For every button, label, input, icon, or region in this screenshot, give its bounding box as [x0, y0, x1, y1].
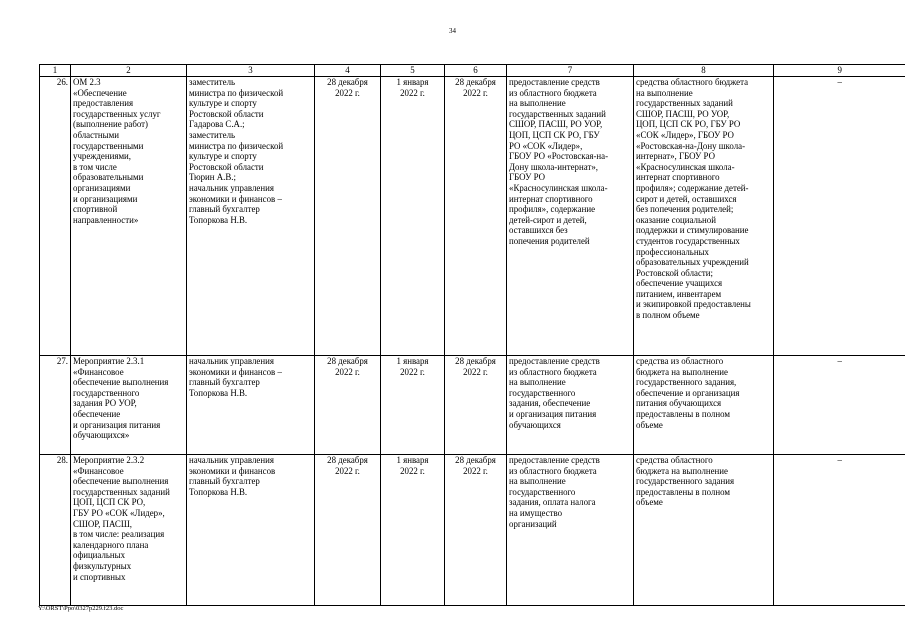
row-number-text: 28.: [56, 455, 68, 465]
row-number: [40, 77, 71, 356]
column-header: 4: [315, 65, 381, 77]
date-text: 28 декабря 2022 г.: [327, 455, 368, 476]
activity-content: [507, 77, 634, 356]
activity-content-text: предоставление средств из областного бюджета на выполнение государственных заданий СШОР, ПАСШ, РО УОР, ЦОП, ЦСП СК РО, ГБУ РО «СОК «Лидер», ГБОУ РО «Ростовская-на- Дону школа-интернат», ГБОУ РО «Красносулинская школа- интернат спортивного профиля», содержание детей-сирот и детей, оставшихся без попечения родителей: [509, 77, 609, 246]
note-text: –: [837, 77, 842, 87]
column-header: 5: [381, 65, 445, 77]
responsible-person: [187, 356, 315, 455]
note-text: –: [837, 356, 842, 366]
date-text: 28 декабря 2022 г.: [327, 356, 368, 377]
activity-name: [71, 77, 187, 356]
activity-result: [634, 455, 774, 606]
date-text: 28 декабря 2022 г.: [455, 455, 496, 476]
activity-content: [507, 455, 634, 606]
column-header: 6: [445, 65, 507, 77]
date-cell: [445, 455, 507, 606]
note-cell: [774, 77, 905, 356]
note-cell: [774, 356, 905, 455]
date-cell: [381, 77, 445, 356]
activity-name: [71, 356, 187, 455]
date-cell: [445, 356, 507, 455]
activity-result-text: средства областного бюджета на выполнение государственного задания предоставлены в полном объеме: [636, 455, 735, 508]
activity-result: [634, 356, 774, 455]
date-text: 1 января 2022 г.: [396, 455, 429, 476]
responsible-person-text: заместитель министра по физической культуре и спорту Ростовской области Гадарова С.А.; заместитель министра по физической культуре и спорту Ростовской области Тюрин А.В.; начальник управления экономики и финансов – главный бухгалтер Топоркова Н.В.: [189, 77, 284, 225]
header-row: [40, 65, 905, 77]
table-row: [40, 77, 905, 356]
activity-result-text: средства областного бюджета на выполнение государственных заданий СШОР, ПАСШ, РО УОР, ЦОП, ЦСП СК РО, ГБУ РО «СОК «Лидер», ГБОУ РО «Ростовская-на-Дону школа- интернат», ГБОУ РО «Красносулинская школа- интернат спортивного профиля»; содержание детей- сирот и детей, оставшихся без попечения родителей; оказание социальной поддержки и стимулирование студентов государственных профессиональных образовательных учреждений Ростовской области; обеспечение учащихся питанием, инвентарем и экипировкой предоставлены в полном объеме: [636, 77, 751, 321]
responsible-person-text: начальник управления экономики и финансов главный бухгалтер Топоркова Н.В.: [189, 455, 276, 497]
column-header: 3: [187, 65, 315, 77]
activity-result-text: средства из областного бюджета на выполнение государственного задания, обеспечение и организация питания обучающихся предоставлены в полном объеме: [636, 356, 740, 430]
column-header: 2: [71, 65, 187, 77]
activity-name-text: ОМ 2.3 «Обеспечение предоставления государственных услуг (выполнение работ) областными государственными учреждениями, в том числе образовательными организациями и организациями спортивной направленности»: [73, 77, 161, 225]
date-cell: [381, 455, 445, 606]
activity-content: [507, 356, 634, 455]
activity-content-text: предоставление средств из областного бюджета на выполнение государственного задания, обеспечение и организация питания обучающихся: [509, 356, 600, 430]
note-cell: [774, 455, 905, 606]
column-header: 8: [634, 65, 774, 77]
table-header: [40, 65, 905, 77]
date-cell: [315, 455, 381, 606]
row-number-text: 26.: [56, 77, 68, 87]
date-cell: [445, 77, 507, 356]
column-header: 7: [507, 65, 634, 77]
column-header: 1: [40, 65, 71, 77]
date-cell: [315, 356, 381, 455]
row-number: [40, 455, 71, 606]
note-text: –: [837, 455, 842, 465]
date-text: 1 января 2022 г.: [396, 356, 429, 377]
responsible-person-text: начальник управления экономики и финансов – главный бухгалтер Топоркова Н.В.: [189, 356, 282, 398]
file-path-footer: Y:\ORST\Ppo\0327p229.f23.doc: [38, 605, 124, 612]
activity-content-text: предоставление средств из областного бюджета на выполнение государственного задания, оплата налога на имущество организаций: [509, 455, 600, 529]
activity-name-text: Мероприятие 2.3.2 «Финансовое обеспечение выполнения государственных заданий ЦОП, ЦСП СК РО, ГБУ РО «СОК «Лидер», СШОР, ПАСШ, в том числе: реализация календарного плана официальных физкультурных и спортивных: [73, 455, 170, 582]
activity-name-text: Мероприятие 2.3.1 «Финансовое обеспечение выполнения государственного задания РО УОР, обеспечение и организация питания обучающихся»: [73, 356, 169, 441]
table-row: [40, 455, 905, 606]
responsible-person: [187, 455, 315, 606]
plan-table: [39, 64, 905, 606]
date-text: 28 декабря 2022 г.: [327, 77, 368, 98]
activity-name: [71, 455, 187, 606]
date-cell: [315, 77, 381, 356]
table-row: [40, 356, 905, 455]
responsible-person: [187, 77, 315, 356]
date-text: 28 декабря 2022 г.: [455, 356, 496, 377]
activity-result: [634, 77, 774, 356]
page-number: 34: [449, 27, 456, 35]
date-text: 28 декабря 2022 г.: [455, 77, 496, 98]
row-number: [40, 356, 71, 455]
column-header: 9: [774, 65, 905, 77]
row-number-text: 27.: [56, 356, 68, 366]
date-text: 1 января 2022 г.: [396, 77, 429, 98]
date-cell: [381, 356, 445, 455]
